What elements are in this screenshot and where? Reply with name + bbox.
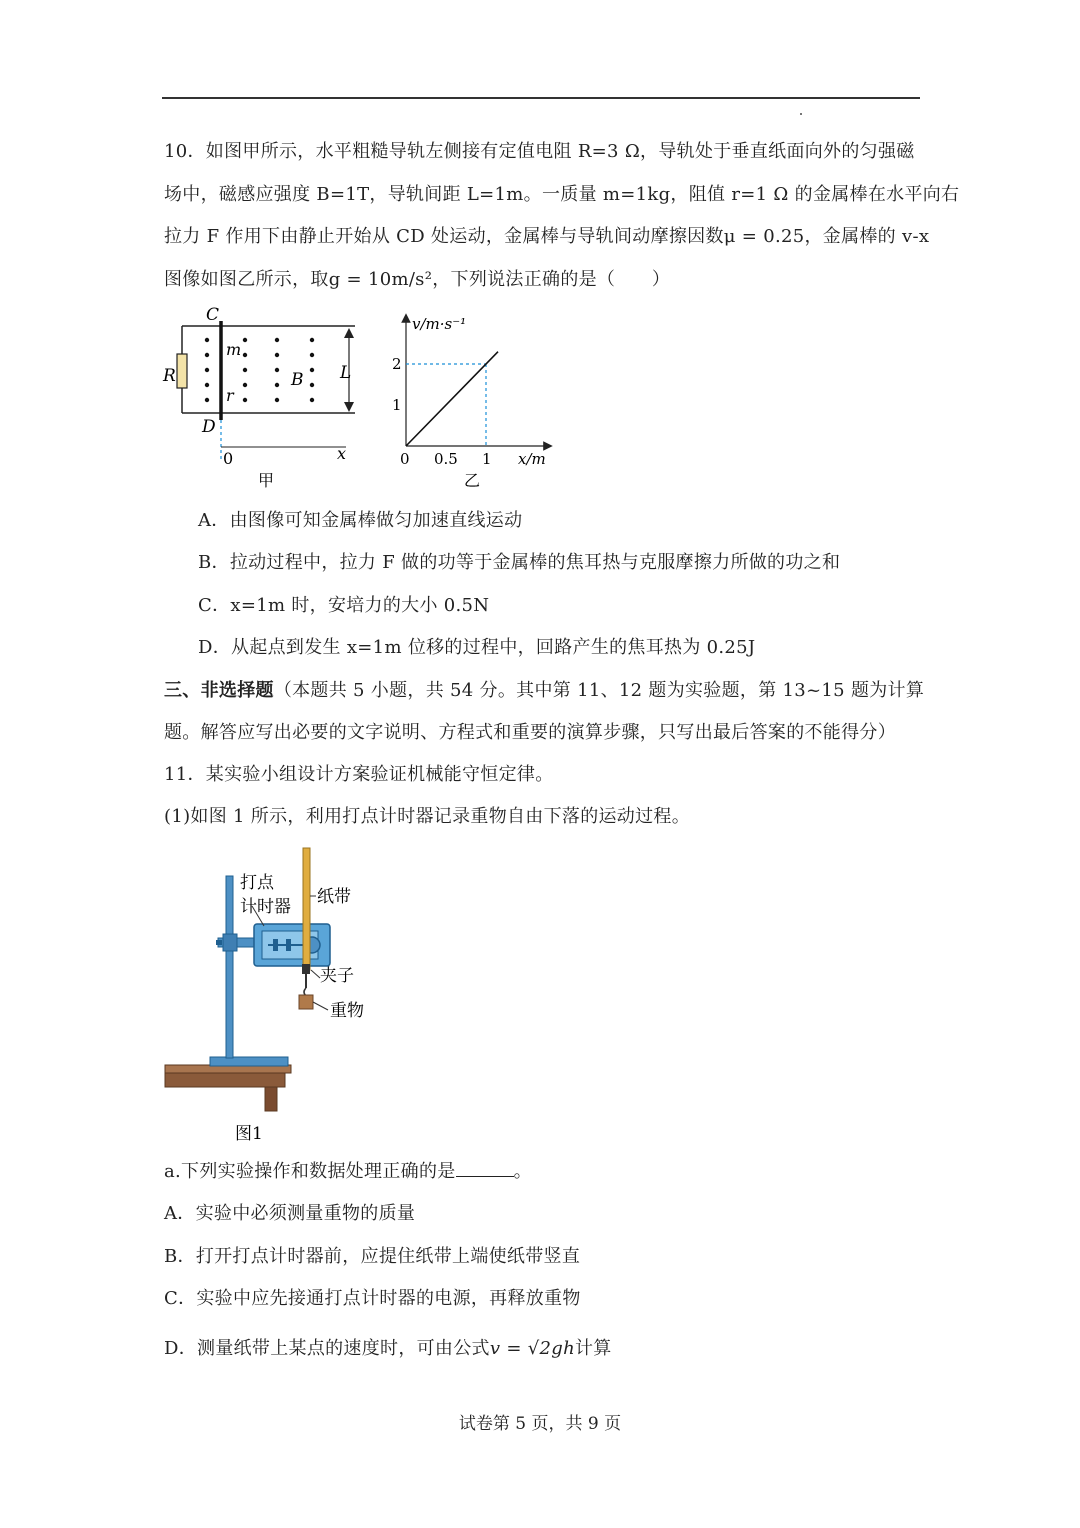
q11-question-a-text: a.下列实验操作和数据处理正确的是 [164,1161,456,1182]
figure-yi-chart [390,308,560,492]
label-C: C [206,305,220,325]
q11-option-d-formula: v = √2gh [489,1338,575,1359]
page-footer: 试卷第 5 页，共 9 页 [458,1414,622,1434]
stray-dot [800,113,802,115]
figure-1-apparatus [160,840,400,1150]
caption-yi: 乙 [464,471,481,490]
stand-base [210,1057,288,1066]
answer-blank[interactable] [456,1160,514,1177]
x-tick-label: 0.5 [434,450,458,468]
table-leg [265,1087,277,1111]
q10-line-1: 10．如图甲所示，水平粗糙导轨左侧接有定值电阻 R=3 Ω，导轨处于垂直纸面向外的匀强磁 [164,141,915,162]
caption-figure-1: 图1 [235,1124,263,1144]
label-R: R [163,366,176,386]
section3-line-2: 题。解答应写出必要的文字说明、方程式和重要的演算步骤，只写出最后答案的不能得分） [164,722,896,743]
y-tick-label: 2 [392,355,402,373]
q11-question-a-end: 。 [513,1161,532,1182]
paper-tape [303,848,310,970]
label-B: B [291,370,304,390]
top-rule [162,97,920,99]
q10-line-3: 拉力 F 作用下由静止开始从 CD 处运动，金属棒与导轨间动摩擦因数μ = 0.25，金属棒的 v-x [164,226,930,247]
label-m: m [226,340,242,359]
q11-option-b: B．打开打点计时器前，应提住纸带上端使纸带竖直 [164,1246,581,1267]
label-D: D [202,417,216,437]
caption-jia: 甲 [258,471,275,490]
y-axis-label: v/m·s⁻¹ [412,315,467,333]
label-timer-2: 计时器 [240,897,291,917]
q11-option-d-end: 计算 [574,1338,612,1359]
q10-option-b: B．拉动过程中，拉力 F 做的功等于金属棒的焦耳热与克服摩擦力所做的功之和 [198,552,841,573]
figure-jia [160,302,360,492]
q10-option-a: A．由图像可知金属棒做匀加速直线运动 [198,510,523,531]
section3-heading: 三、非选择题 [164,680,274,701]
q11-option-c: C．实验中应先接通打点计时器的电源，再释放重物 [164,1288,581,1309]
q11-option-d [164,1338,612,1360]
clip [302,964,310,974]
q11-option-d-text: D．测量纸带上某点的速度时，可由公式 [164,1338,490,1359]
q10-line-2: 场中，磁感应强度 B=1T，导轨间距 L=1m。一质量 m=1kg，阻值 r=1 Ω 的金属棒在水平向右 [164,184,960,205]
q10-option-d: D．从起点到发生 x=1m 位移的过程中，回路产生的焦耳热为 0.25J [198,637,756,658]
x-tick-label: 1 [482,450,492,468]
x-axis-label: x/m [518,450,546,468]
label-x-axis: x [337,444,347,463]
q11-question-a [164,1160,532,1183]
label-weight: 重物 [330,1001,364,1021]
label-r: r [226,386,234,405]
q10-line-4: 图像如图乙所示，取g = 10m/s²，下列说法正确的是（ ） [164,269,671,290]
table-top [165,1073,285,1087]
q10-option-c: C．x=1m 时，安培力的大小 0.5N [198,595,490,616]
section3-line-1 [164,680,924,702]
weight [299,995,313,1009]
label-clip: 夹子 [320,966,354,986]
series-line [406,352,498,446]
label-L: L [340,363,352,383]
label-tape: 纸带 [317,887,351,907]
q11-line-2: (1)如图 1 所示，利用打点计时器记录重物自由下落的运动过程。 [164,806,690,827]
q11-line-1: 11．某实验小组设计方案验证机械能守恒定律。 [164,764,554,785]
label-origin: 0 [223,449,234,468]
x-tick-label: 0 [400,450,410,468]
section3-line-1-text: （本题共 5 小题，共 54 分。其中第 11、12 题为实验题，第 13~15 题为计算 [273,680,925,701]
resistor-R [177,354,187,388]
stand-rod [226,876,233,1058]
y-tick-label: 1 [392,396,402,414]
label-timer-1: 打点 [240,873,274,893]
q11-option-a: A．实验中必须测量重物的质量 [164,1203,416,1224]
